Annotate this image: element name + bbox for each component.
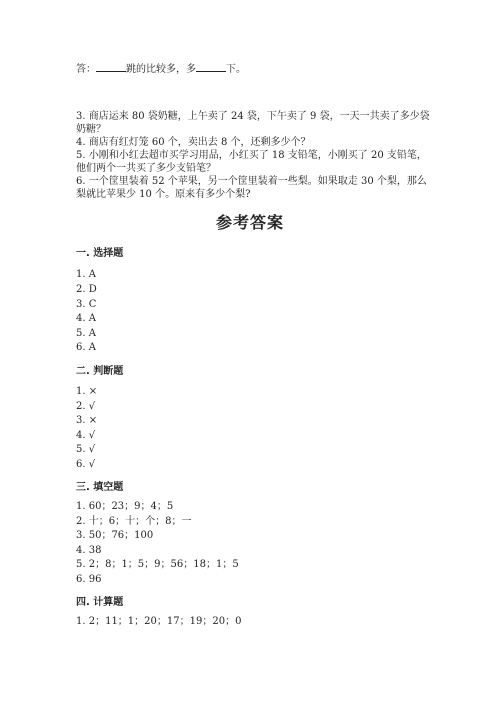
answer-item: 3. 50；76；100	[76, 530, 154, 541]
answer-item: 5. √	[76, 444, 96, 455]
section-heading-fill: 三. 填空题	[76, 482, 124, 493]
answer-blank-2	[196, 62, 226, 72]
section-heading-choice: 一. 选择题	[76, 248, 124, 259]
answer-item: 1. A	[76, 269, 96, 280]
answer-item: 1. 60；23；9；4；5	[76, 501, 174, 512]
answer-item: 3. C	[76, 299, 97, 310]
answer-line	[76, 62, 246, 76]
answer-prefix: 答：	[76, 64, 96, 75]
answer-item: 5. A	[76, 328, 96, 339]
answer-item: 1. ×	[76, 386, 98, 397]
answer-item: 6. √	[76, 459, 96, 470]
answer-item: 1. 2；11；1；20；17；19；20；0	[76, 616, 242, 627]
section-heading-calc: 四. 计算题	[76, 597, 124, 608]
answer-key-title: 参考答案	[215, 213, 284, 232]
answer-item: 4. √	[76, 430, 96, 441]
problem-line: 3. 商店运来 80 袋奶糖，上午卖了 24 袋，下午卖了 9 袋，一天一共卖了多少袋	[76, 111, 430, 122]
answer-item: 4. A	[76, 313, 96, 324]
answer-item: 6. A	[76, 342, 96, 353]
answer-item: 4. 38	[76, 545, 102, 556]
answer-item: 3. ×	[76, 415, 98, 426]
answer-item: 2. √	[76, 401, 96, 412]
problem-line: 6. 一个筐里装着 52 个苹果，另一个筐里装着一些梨。如果取走 30 个梨，那么	[76, 176, 427, 187]
answer-item: 2. 十；6；十；个；8；一	[76, 516, 192, 527]
problem-line: 5. 小刚和小红去超市买学习用品，小红买了 18 支铅笔，小刚买了 20 支铅笔，	[76, 150, 427, 161]
section-heading-judge: 二. 判断题	[76, 366, 124, 377]
answer-middle: 跳的比较多，多	[126, 64, 196, 75]
answer-blank-1	[96, 62, 126, 72]
problem-line: 他们两个一共买了多少支铅笔？	[76, 163, 216, 174]
answer-suffix: 下。	[226, 64, 246, 75]
answer-item: 6. 96	[76, 574, 102, 585]
problem-line: 奶糖？	[76, 124, 106, 135]
answer-item: 2. D	[76, 284, 97, 295]
problem-line: 梨就比苹果少 10 个。原来有多少个梨?	[76, 189, 251, 200]
problem-line: 4. 商店有红灯笼 60 个，卖出去 8 个，还剩多少个？	[76, 137, 311, 148]
answer-item: 5. 2；8；1；5；9；56；18；1；5	[76, 559, 239, 570]
